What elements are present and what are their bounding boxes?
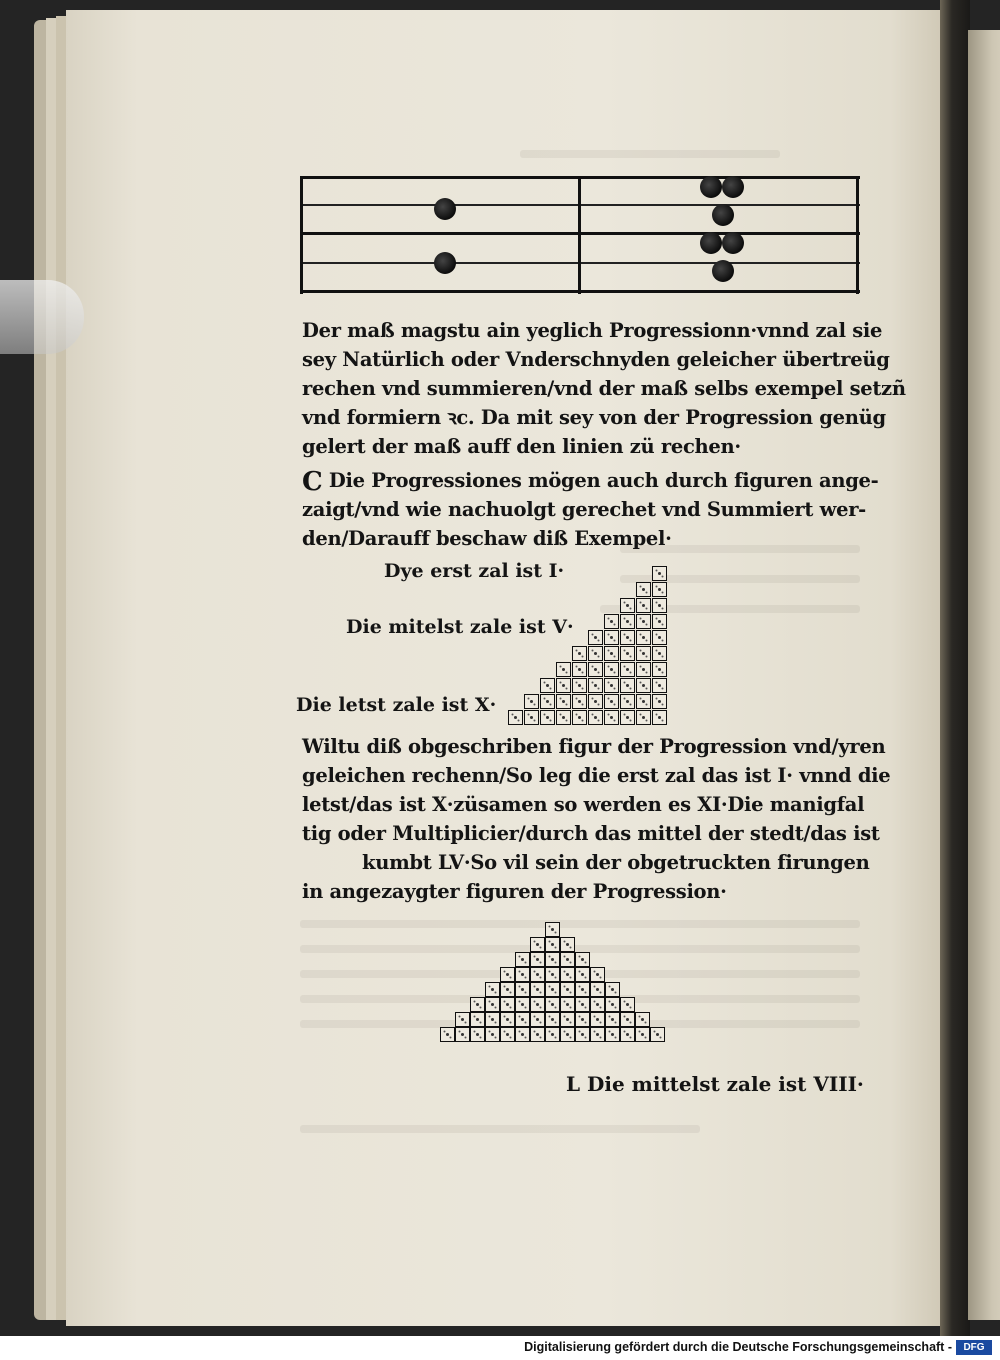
figure-cell	[636, 678, 651, 693]
figure-cell	[620, 710, 635, 725]
figure-cell	[470, 997, 485, 1012]
figure-cell	[575, 982, 590, 997]
text-line: vnd formiern ꝛc. Da mit sey von der Progression genüg	[302, 406, 886, 429]
progression-staircase-figure	[508, 566, 668, 726]
figure-cell	[572, 662, 587, 677]
figure-cell	[560, 982, 575, 997]
text-line: rechen vnd summieren/vnd der maß selbs exempel setzñ	[302, 377, 906, 400]
counter-bead	[700, 232, 722, 254]
figure-cell	[530, 997, 545, 1012]
figure-cell	[652, 678, 667, 693]
figure-cell	[560, 937, 575, 952]
figure-cell	[652, 566, 667, 581]
board-border	[856, 176, 859, 294]
figure-cell	[635, 1012, 650, 1027]
figure-cell	[652, 710, 667, 725]
figure-cell	[545, 1027, 560, 1042]
counter-bead	[722, 232, 744, 254]
figure-cell	[572, 678, 587, 693]
figure-cell	[588, 694, 603, 709]
figure-cell	[485, 1027, 500, 1042]
figure-cell	[530, 967, 545, 982]
figure-cell	[620, 678, 635, 693]
figure-cell	[540, 710, 555, 725]
figure-cell	[440, 1027, 455, 1042]
figure-cell	[620, 646, 635, 661]
figure-cell	[515, 952, 530, 967]
figure-cell	[652, 662, 667, 677]
figure-cell	[590, 997, 605, 1012]
figure-cell	[588, 662, 603, 677]
figure-cell	[590, 1027, 605, 1042]
figure-cell	[470, 1027, 485, 1042]
figure-cell	[485, 1012, 500, 1027]
figure-cell	[545, 937, 560, 952]
figure-cell	[604, 614, 619, 629]
figure-cell	[590, 1012, 605, 1027]
figure-cell	[515, 982, 530, 997]
figure-cell	[620, 694, 635, 709]
text-line: zaigt/vnd wie nachuolgt gerechet vnd Summiert wer-	[302, 498, 866, 521]
figure-cell	[575, 1012, 590, 1027]
figure-cell	[604, 630, 619, 645]
figure-cell	[652, 646, 667, 661]
figure-cell	[636, 662, 651, 677]
book-gutter	[940, 0, 970, 1336]
counter-bead	[712, 260, 734, 282]
figure-cell	[515, 1012, 530, 1027]
text-line: letst/das ist X·züsamen so werden es XI·Die manigfal	[302, 793, 865, 816]
figure-cell	[620, 662, 635, 677]
figure-cell	[636, 614, 651, 629]
figure-cell	[500, 997, 515, 1012]
figure-cell	[652, 614, 667, 629]
figure-cell	[605, 1027, 620, 1042]
figure-cell	[500, 1027, 515, 1042]
figure-cell	[560, 1027, 575, 1042]
figure-cell	[575, 1027, 590, 1042]
figure-cell	[515, 1027, 530, 1042]
figure-cell	[590, 982, 605, 997]
figure-cell	[588, 678, 603, 693]
figure-cell	[605, 982, 620, 997]
figure-cell	[485, 982, 500, 997]
text-line: sey Natürlich oder Vnderschnyden geleicher übertreüg	[302, 348, 890, 371]
figure-cell	[652, 630, 667, 645]
figure-cell	[530, 982, 545, 997]
figure-cell	[485, 997, 500, 1012]
counter-bead	[434, 198, 456, 220]
figure-cell	[620, 598, 635, 613]
footer-bar	[0, 1336, 1000, 1360]
figure-cell	[652, 694, 667, 709]
figure-cell	[455, 1012, 470, 1027]
board-border	[300, 176, 303, 294]
text-line: tig oder Multiplicier/durch das mittel der stedt/das ist	[302, 822, 880, 845]
figure-cell	[588, 710, 603, 725]
text-line: Wiltu diß obgeschriben figur der Progression vnd/yren	[302, 735, 886, 758]
figure-cell	[560, 967, 575, 982]
figure-cell	[530, 1027, 545, 1042]
figure-label-first: Dye erst zal ist I·	[384, 560, 565, 582]
figure-cell	[556, 694, 571, 709]
figure-cell	[620, 1012, 635, 1027]
figure-cell	[545, 1012, 560, 1027]
text-line: Der maß magstu ain yeglich Progressionn·vnnd zal sie	[302, 319, 883, 342]
figure-cell	[530, 952, 545, 967]
text-line-content: Die Progressiones mögen auch durch figuren ange-	[328, 469, 879, 492]
figure-cell	[620, 997, 635, 1012]
figure-cell	[572, 694, 587, 709]
figure-cell	[515, 967, 530, 982]
figure-cell	[556, 662, 571, 677]
funding-credit: Digitalisierung gefördert durch die Deutsche Forschungsgemeinschaft -	[524, 1340, 952, 1354]
bleed-through	[520, 150, 780, 158]
counter-bead	[722, 176, 744, 198]
text-line: den/Darauff beschaw diß Exempel·	[302, 527, 672, 550]
figure-cell	[604, 678, 619, 693]
figure-cell	[575, 967, 590, 982]
figure-cell	[588, 646, 603, 661]
text-line: geleichen rechenn/So leg die erst zal das ist I· vnnd die	[302, 764, 891, 787]
figure-cell	[620, 630, 635, 645]
text-line: kumbt LV·So vil sein der obgetruckten firungen	[362, 851, 870, 874]
figure-cell	[636, 646, 651, 661]
figure-cell	[560, 1012, 575, 1027]
figure-cell	[515, 997, 530, 1012]
figure-cell	[556, 710, 571, 725]
figure-cell	[650, 1027, 665, 1042]
figure-cell	[545, 952, 560, 967]
figure-cell	[604, 694, 619, 709]
figure-cell	[652, 582, 667, 597]
figure-cell	[652, 598, 667, 613]
figure-label-last: Die letst zale ist X·	[296, 694, 497, 716]
counter-bead	[700, 176, 722, 198]
figure-cell	[540, 694, 555, 709]
figure-cell	[530, 937, 545, 952]
figure-cell	[500, 967, 515, 982]
figure-cell	[500, 1012, 515, 1027]
figure-cell	[572, 646, 587, 661]
figure-cell	[635, 1027, 650, 1042]
page-clip	[0, 280, 84, 354]
text-line	[302, 466, 879, 497]
figure-cell	[604, 662, 619, 677]
figure-label-middle: Die mitelst zale ist V·	[346, 616, 574, 638]
figure-cell	[620, 614, 635, 629]
figure-cell	[540, 678, 555, 693]
counting-board	[300, 176, 860, 294]
figure-cell	[545, 967, 560, 982]
figure-cell	[508, 710, 523, 725]
dfg-logo: DFG	[956, 1340, 992, 1355]
figure-cell	[636, 582, 651, 597]
figure-cell	[500, 982, 515, 997]
figure-label-middle-2: L Die mittelst zale ist VIII·	[566, 1072, 864, 1096]
counter-bead	[712, 204, 734, 226]
figure-cell	[604, 710, 619, 725]
figure-cell	[588, 630, 603, 645]
figure-cell	[636, 598, 651, 613]
figure-cell	[560, 952, 575, 967]
figure-cell	[605, 997, 620, 1012]
figure-cell	[590, 967, 605, 982]
bleed-through	[300, 1125, 700, 1133]
figure-cell	[560, 997, 575, 1012]
facing-page-edge	[968, 30, 1000, 1320]
bleed-through	[300, 920, 860, 928]
figure-cell	[620, 1027, 635, 1042]
figure-cell	[545, 982, 560, 997]
figure-cell	[636, 710, 651, 725]
figure-cell	[556, 678, 571, 693]
figure-cell	[604, 646, 619, 661]
figure-cell	[545, 922, 560, 937]
text-line: in angezaygter figuren der Progression·	[302, 880, 727, 903]
figure-cell	[524, 710, 539, 725]
figure-cell	[545, 997, 560, 1012]
figure-cell	[455, 1027, 470, 1042]
counter-bead	[434, 252, 456, 274]
figure-cell	[572, 710, 587, 725]
text-line: gelert der maß auff den linien zü rechen·	[302, 435, 741, 458]
figure-cell	[575, 997, 590, 1012]
figure-cell	[575, 952, 590, 967]
figure-cell	[470, 1012, 485, 1027]
figure-cell	[636, 694, 651, 709]
board-divider	[578, 176, 581, 294]
figure-cell	[524, 694, 539, 709]
figure-cell	[530, 1012, 545, 1027]
figure-cell	[636, 630, 651, 645]
paragraph-mark: C	[302, 467, 323, 497]
figure-cell	[605, 1012, 620, 1027]
